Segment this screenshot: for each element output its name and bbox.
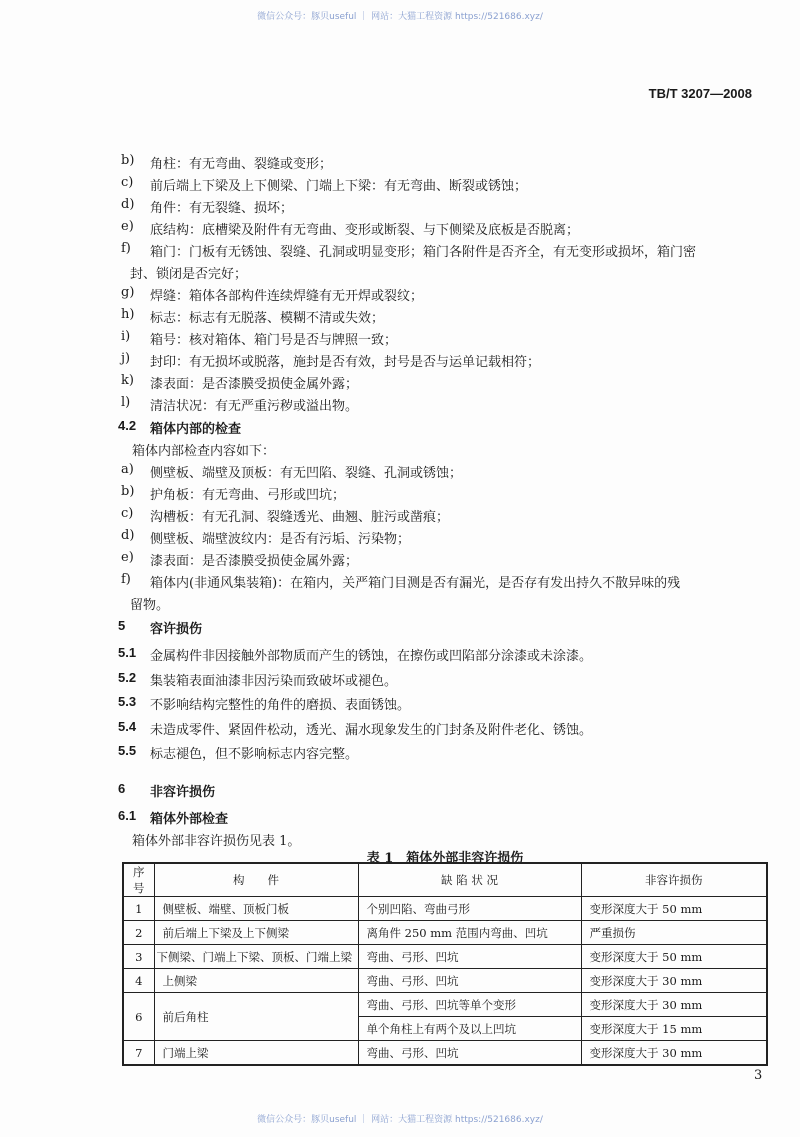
list-item-label: d) xyxy=(121,528,135,543)
cell-no: 1 xyxy=(123,897,154,921)
table-row xyxy=(123,969,767,993)
list-item-text: 前后端上下梁及上下侧梁、门端上下梁：有无弯曲、断裂或锈蚀； xyxy=(150,179,528,194)
cell-defect: 离角件 250 mm 范围内弯曲、凹坑 xyxy=(358,921,581,945)
table-row xyxy=(123,993,767,1017)
clause-text: 未造成零件、紧固件松动，透光、漏水现象发生的门封条及附件老化、锈蚀。 xyxy=(150,722,593,738)
cell-damage: 变形深度大于 50 mm xyxy=(581,945,767,969)
list-item-text: 沟槽板：有无孔洞、裂缝透光、曲翘、脏污或凿痕； xyxy=(150,510,450,525)
list-item-label: e) xyxy=(121,219,134,234)
header-cell: 缺 陷 状 况 xyxy=(358,863,581,897)
list-item-label: a) xyxy=(121,462,134,477)
clause-number: 5.1 xyxy=(118,645,137,660)
cell-defect: 个别凹陷、弯曲弓形 xyxy=(358,897,581,921)
clause-number: 5.3 xyxy=(118,694,137,710)
table-row xyxy=(123,1041,767,1066)
list-item-label: k) xyxy=(121,373,134,388)
cell-damage: 变形深度大于 30 mm xyxy=(581,969,767,993)
section-number: 6 xyxy=(118,781,126,796)
list-item-label: c) xyxy=(121,175,134,190)
subsection-title: 箱体外部检查 xyxy=(150,812,229,827)
list-item-label: f) xyxy=(121,572,131,587)
subsection-number: 6.1 xyxy=(118,808,137,823)
list-item-text: 护角板：有无弯曲、弓形或凹坑； xyxy=(150,488,346,503)
cell-part: 门端上梁 xyxy=(154,1041,358,1066)
cell-part: 前后角柱 xyxy=(154,993,358,1041)
cell-damage: 严重损伤 xyxy=(581,921,767,945)
list-item-text: 侧壁板、端壁及顶板：有无凹陷、裂缝、孔洞或锈蚀； xyxy=(150,466,463,481)
list-item-label: d) xyxy=(121,197,135,212)
list-item-text: 漆表面：是否漆膜受损使金属外露； xyxy=(150,377,359,392)
clause-number: 5.4 xyxy=(118,718,137,734)
list-item-label: b) xyxy=(121,484,135,499)
list-item-text: 箱门：门板有无锈蚀、裂缝、孔洞或明显变形；箱门各附件是否齐全，有无变形或损坏，箱门密 xyxy=(150,245,697,260)
list-item-continuation: 留物。 xyxy=(130,598,170,613)
section-title: 箱体内部的检查 xyxy=(150,422,242,437)
cell-damage: 变形深度大于 30 mm xyxy=(581,1041,767,1066)
list-item-label: j) xyxy=(121,351,131,366)
section-number: 5 xyxy=(118,618,126,633)
clause-number: 5.5 xyxy=(118,743,137,759)
list-item-continuation: 封、锁闭是否完好； xyxy=(130,267,248,282)
damage-table xyxy=(122,862,768,1066)
clause-text: 金属构件非因接触外部物质而产生的锈蚀，在擦伤或凹陷部分涂漆或未涂漆。 xyxy=(150,649,593,664)
list-item-text: 角件：有无裂缝、损坏； xyxy=(150,201,294,216)
cell-no: 4 xyxy=(123,969,154,993)
table-row xyxy=(123,897,767,921)
list-item-text: 标志：标志有无脱落、模糊不清或失效； xyxy=(150,311,385,326)
cell-part: 上侧梁 xyxy=(154,969,358,993)
list-item-label: i) xyxy=(121,329,131,344)
list-item-text: 箱号：核对箱体、箱门号是否与牌照一致； xyxy=(150,333,398,348)
table-row xyxy=(123,921,767,945)
section-intro: 箱体内部检查内容如下： xyxy=(132,444,276,459)
list-item-text: 侧壁板、端壁波纹内：是否有污垢、污染物； xyxy=(150,532,411,547)
table-header-row xyxy=(123,863,767,897)
list-item-text: 底结构：底槽梁及附件有无弯曲、变形或断裂、与下侧梁及底板是否脱离； xyxy=(150,223,580,238)
cell-defect: 弯曲、弓形、凹坑 xyxy=(358,945,581,969)
list-item-text: 箱体内(非通风集装箱)：在箱内，关严箱门目测是否有漏光，是否存有发出持久不散异味的残 xyxy=(150,576,681,591)
page-number: 3 xyxy=(754,1068,763,1083)
list-item-label: e) xyxy=(121,550,134,565)
cell-no: 7 xyxy=(123,1041,154,1066)
table-row xyxy=(123,945,767,969)
list-item-text: 清洁状况：有无严重污秽或溢出物。 xyxy=(150,399,359,414)
standard-code: TB/T 3207—2008 xyxy=(648,86,752,101)
header-cell: 序号 xyxy=(123,863,154,897)
list-item-label: l) xyxy=(121,395,131,410)
table-caption: 表 1 箱体外部非容许损伤 xyxy=(366,851,524,866)
watermark-top: 微信公众号：豚贝useful ｜ 网站：大猫工程资源 https://521686.xyz/ xyxy=(257,12,543,22)
header-cell: 非容许损伤 xyxy=(581,863,767,897)
cell-no: 3 xyxy=(123,945,154,969)
section-title: 容许损伤 xyxy=(150,622,203,637)
clause-text: 不影响结构完整性的角件的磨损、表面锈蚀。 xyxy=(150,698,411,714)
cell-damage: 变形深度大于 50 mm xyxy=(581,897,767,921)
section-title: 非容许损伤 xyxy=(150,785,216,800)
cell-no: 6 xyxy=(123,993,154,1041)
list-item-label: f) xyxy=(121,241,131,256)
list-item-text: 封印：有无损坏或脱落，施封是否有效，封号是否与运单记载相符； xyxy=(150,355,541,370)
clause-number: 5.2 xyxy=(118,669,137,685)
list-item-text: 角柱：有无弯曲、裂缝或变形； xyxy=(150,157,333,172)
clause-text: 标志褪色，但不影响标志内容完整。 xyxy=(150,747,359,763)
list-item-text: 焊缝：箱体各部构件连续焊缝有无开焊或裂纹； xyxy=(150,289,424,304)
cell-defect: 单个角柱上有两个及以上凹坑 xyxy=(358,1017,581,1041)
cell-defect: 弯曲、弓形、凹坑 xyxy=(358,969,581,993)
subsection-intro: 箱体外部非容许损伤见表 1。 xyxy=(132,834,301,849)
list-item-text: 漆表面：是否漆膜受损使金属外露； xyxy=(150,554,359,569)
cell-defect: 弯曲、弓形、凹坑等单个变形 xyxy=(358,993,581,1017)
cell-part: 前后端上下梁及上下侧梁 xyxy=(154,921,358,945)
header-cell: 构 件 xyxy=(154,863,358,897)
list-item-label: b) xyxy=(121,153,135,168)
section-number: 4.2 xyxy=(118,418,137,433)
cell-part: 侧壁板、端壁、顶板门板 xyxy=(154,897,358,921)
list-item-label: c) xyxy=(121,506,134,521)
list-item-label: g) xyxy=(121,285,135,300)
cell-no: 2 xyxy=(123,921,154,945)
cell-damage: 变形深度大于 30 mm xyxy=(581,993,767,1017)
watermark-bottom: 微信公众号：豚贝useful ｜ 网站：大猫工程资源 https://521686.xyz/ xyxy=(257,1115,543,1125)
cell-part: 下侧梁、门端上下梁、顶板、门端上梁 xyxy=(154,945,358,969)
clause-text: 集装箱表面油漆非因污染而致破坏或褪色。 xyxy=(150,673,398,689)
list-item-label: h) xyxy=(121,307,135,322)
cell-defect: 弯曲、弓形、凹坑 xyxy=(358,1041,581,1066)
cell-damage: 变形深度大于 15 mm xyxy=(581,1017,767,1041)
